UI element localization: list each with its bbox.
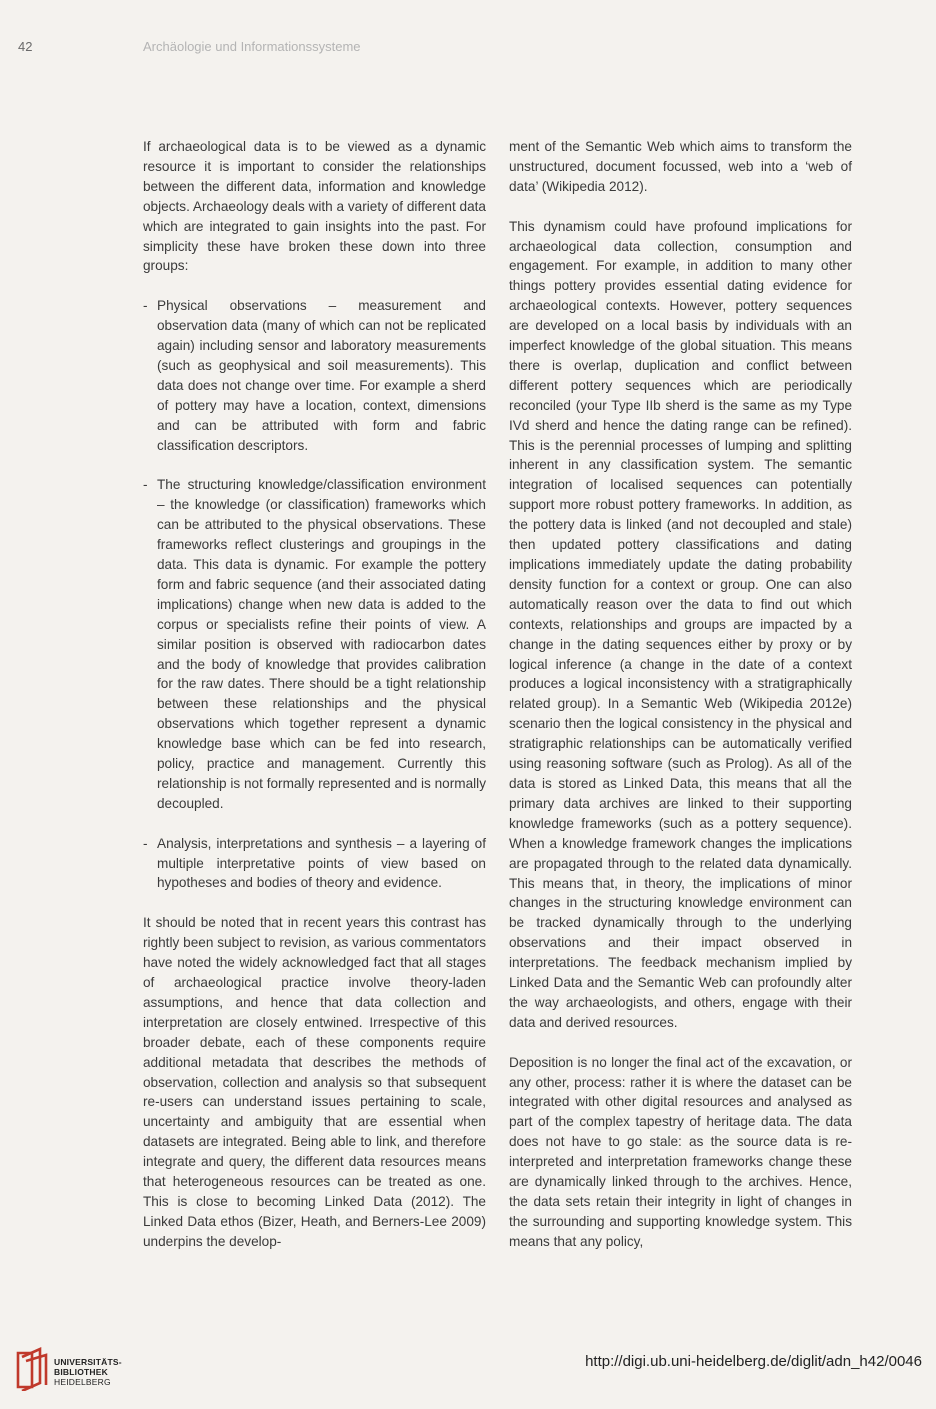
logo-line: HEIDELBERG [54, 1377, 111, 1387]
library-logo-text [54, 1357, 122, 1387]
paragraph: This dynamism could have profound implications for archaeological data collection, consumption and engagement. For example, in addition to many other things pottery provides essential dating evidence for archaeological contexts. However, pottery sequences are developed on a local basis by individuals with an imperfect knowledge of the global situation. This means there is overlap, duplication and conflict between different pottery sequences which are periodically reconciled (your Type IIb sherd is the same as my Type IVd sherd and hence the dating range can be refined). This is the perennial processes of lumping and splitting inherent in any classification system. The semantic integration of localised sequences can potentially support more robust pottery frameworks. In addition, as the pottery data is linked (and not decoupled and stale) then updated pottery classifications and dating implications immediately update the dating probability density function for a context or group. One can also automatically reason over the data to find out which contexts, relationships and groups are impacted by a change in the dating sequences either by proxy or by logical inference (a change in the date of a context produces a logical inconsistency with a stratigraphically related group). In a Semantic Web (Wikipedia 2012e) scenario then the logical consistency in the physical and stratigraphic relationships can be automatically verified using reasoning software (such as Prolog). As all of the data is stored as Linked Data, this means that all the primary data archives are linked to their supporting knowledge frameworks (such as a pottery sequence). When a knowledge framework changes the implications are propagated through to the related data dynamically. This means that, in theory, the implications of minor changes in the structuring knowledge environment can be tracked dynamically through to the underlying observations and their impact observed in interpretations. The feedback mechanism implied by Linked Data and the Semantic Web can profoundly alter the way archaeologists, and others, engage with their data and derived resources. [509, 218, 852, 1030]
library-logo-icon [10, 1347, 50, 1391]
left-column [143, 137, 486, 1272]
list-item: - Analysis, interpretations and synthesis – a layering of multiple interpretative points of view based on hypotheses and bodies of theory and evidence. [143, 834, 486, 894]
paragraph: ment of the Semantic Web which aims to transform the unstructured, document focussed, web into a ‘web of data’ (Wikipedia 2012). [509, 139, 852, 194]
source-url[interactable]: http://digi.ub.uni-heidelberg.de/diglit/adn_h42/0046 [585, 1353, 922, 1370]
intro-paragraph: If archaeological data is to be viewed as a dynamic resource it is important to consider the relationships between the different data, information and knowledge objects. Archaeology deals with a variety of different data which are integrated to gain insights into the past. For simplicity these have broken these down into three groups: [143, 139, 486, 274]
right-column [509, 137, 852, 1272]
paragraph: Deposition is no longer the final act of the excavation, or any other, process: rather it is where the dataset can be integrated with other digital resources and analysed as part of the complex tapestry of heritage data. The data does not have to go stale: as the source data is re-interpreted and interpretation frameworks change these are dynamically linked through to the archives. Hence, the data sets retain their integrity in light of changes in the surrounding and supporting knowledge system. This means that any policy, [509, 1054, 852, 1249]
list-item: - The structuring knowledge/classification environment – the knowledge (or classification) frameworks which can be attributed to the physical observations. These frameworks reflect clusterings and groupings in the data. This data is dynamic. For example the pottery form and fabric sequence (and their associated dating implications) change when new data is added to the corpus or specialists refine their points of view. A similar position is observed with radiocarbon dates and the body of knowledge that provides calibration for the raw dates. There should be a tight relationship between these relationships and the physical observations which together represent a dynamic knowledge base which can be fed into research, policy, practice and management. Currently this relationship is not formally represented and is normally decoupled. [143, 475, 486, 813]
running-head: Archäologie und Informationssysteme [143, 39, 361, 54]
data-groups-list [143, 296, 486, 893]
logo-line: UNIVERSITÄTS- [54, 1357, 122, 1367]
list-item: - Physical observations – measurement and observation data (many of which can not be replicated again) including sensor and laboratory measurements (such as geophysical and soil measurements). This data does not change over time. For example a sherd of pottery may have a location, context, dimensions and can be attributed with form and fabric classification descriptors. [143, 296, 486, 455]
closing-paragraph: It should be noted that in recent years this contrast has rightly been subject to revision, as various commentators have noted the widely acknowledged fact that all stages of archaeological practice involve theory-laden assumptions, and hence that data collection and interpretation are closely entwined. Irrespective of this broader debate, each of these components require additional metadata that describes the methods of observation, collection and analysis so that subsequent re-users can understand issues pertaining to scale, uncertainty and ambiguity that are essential when datasets are integrated. Being able to link, and therefore integrate and query, the different data resources means that heterogeneous resources can be treated as one. This is close to becoming Linked Data (2012). The Linked Data ethos (Bizer, Heath, and Berners-Lee 2009) underpins the develop- [143, 915, 486, 1249]
logo-line: BIBLIOTHEK [54, 1367, 108, 1377]
library-logo [10, 1345, 150, 1395]
page-number: 42 [18, 39, 33, 54]
